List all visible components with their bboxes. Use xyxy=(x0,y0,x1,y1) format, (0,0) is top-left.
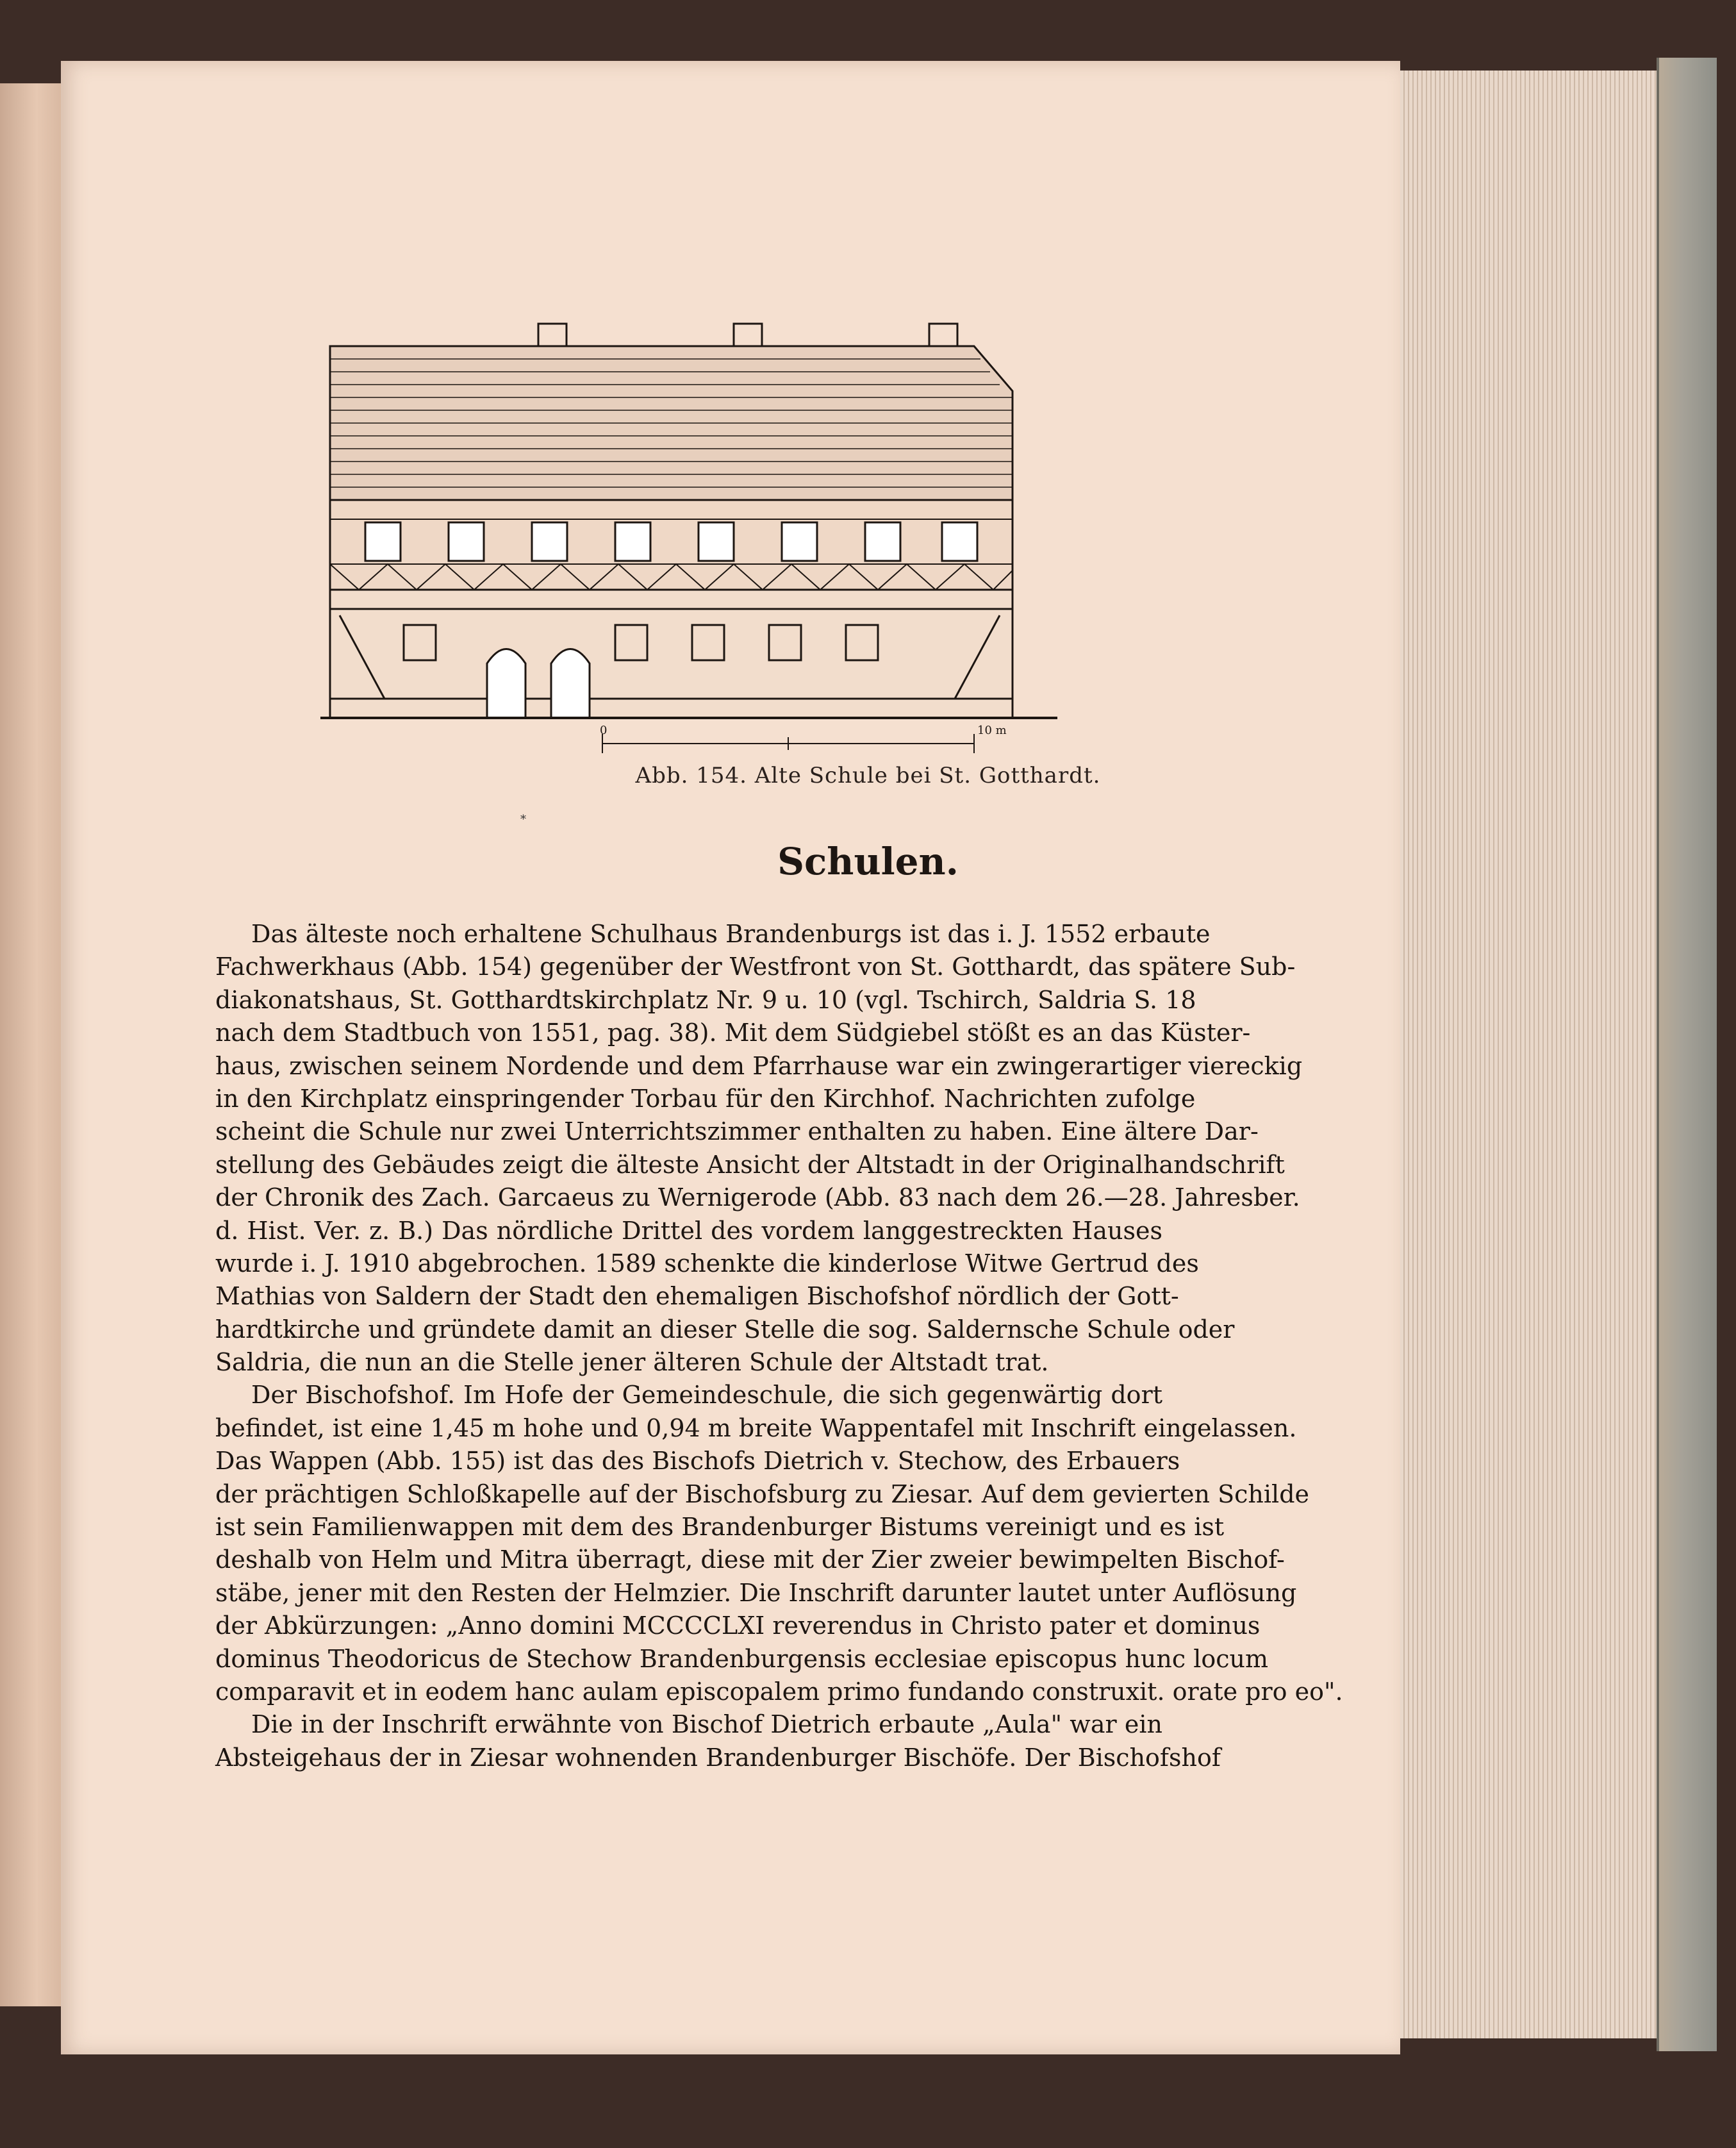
body-line: Die in der Inschrift erwähnte von Bischof Dietrich erbaute „Aula" war ein xyxy=(251,1710,1162,1739)
body-line: haus, zwischen seinem Nordende und dem Pfarrhause war ein zwingerartiger viereckig xyxy=(215,1051,1303,1080)
body-line: hardtkirche und gründete damit an dieser Stelle die sog. Saldernsche Schule oder xyxy=(215,1315,1235,1344)
body-line: nach dem Stadtbuch von 1551, pag. 38). Mit dem Südgiebel stößt es an das Küster- xyxy=(215,1019,1251,1047)
body-line: der Chronik des Zach. Garcaeus zu Wernigerode (Abb. 83 nach dem 26.—28. Jahresber. xyxy=(215,1183,1300,1212)
stray-mark: * xyxy=(520,813,526,826)
body-line: scheint die Schule nur zwei Unterrichtszimmer enthalten zu haben. Eine ältere Dar- xyxy=(215,1117,1259,1146)
body-line: der Abkürzungen: „Anno domini MCCCCLXI reverendus in Christo pater et dominus xyxy=(215,1611,1261,1640)
body-line: stellung des Gebäudes zeigt die älteste Ansicht der Altstadt in der Originalhandschrift xyxy=(215,1150,1285,1179)
body-line: diakonatshaus, St. Gotthardtskirchplatz Nr. 9 u. 10 (vgl. Tschirch, Saldria S. 18 xyxy=(215,985,1196,1014)
page-stack-edge xyxy=(1400,71,1657,2038)
body-line: Das Wappen (Abb. 155) ist das des Bischofs Dietrich v. Stechow, des Erbauers xyxy=(215,1447,1180,1476)
body-line: Mathias von Saldern der Stadt den ehemaligen Bischofshof nördlich der Gott- xyxy=(215,1282,1179,1311)
scale-start-label: 0 xyxy=(600,724,608,737)
body-line: der prächtigen Schloßkapelle auf der Bischofsburg zu Ziesar. Auf dem gevierten Schilde xyxy=(215,1479,1310,1508)
body-line: deshalb von Helm und Mitra überragt, diese mit der Zier zweier bewimpelten Bischof- xyxy=(215,1545,1285,1574)
body-line: Fachwerkhaus (Abb. 154) gegenüber der Westfront von St. Gotthardt, das spätere Sub- xyxy=(215,953,1296,981)
left-page-edge xyxy=(0,83,65,2006)
body-line: Absteigehaus der in Ziesar wohnenden Brandenburger Bischöfe. Der Bischofshof xyxy=(215,1743,1221,1772)
section-heading: Schulen. xyxy=(777,840,959,883)
body-text xyxy=(215,918,1343,1774)
body-line: Saldria, die nun an die Stelle jener älteren Schule der Altstadt trat. xyxy=(215,1348,1049,1377)
body-line: comparavit et in eodem hanc aulam episcopalem primo fundando construxit. orate pro eo". xyxy=(215,1677,1343,1706)
body-line: dominus Theodoricus de Stechow Brandenburgensis ecclesiae episcopus hunc locum xyxy=(215,1644,1269,1673)
figure-caption: Abb. 154. Alte Schule bei St. Gotthardt. xyxy=(635,763,1101,788)
figure-schoolhouse-illustration xyxy=(320,314,1057,801)
body-line: wurde i. J. 1910 abgebrochen. 1589 schenkte die kinderlose Witwe Gertrud des xyxy=(215,1249,1199,1278)
book-cover-edge xyxy=(1657,58,1717,2051)
body-line: befindet, ist eine 1,45 m hohe und 0,94 m breite Wappentafel mit Inschrift eingelassen. xyxy=(215,1413,1297,1442)
body-line: ist sein Familienwappen mit dem des Brandenburger Bistums vereinigt und es ist xyxy=(215,1513,1225,1542)
body-line: Der Bischofshof. Im Hofe der Gemeindeschule, die sich gegenwärtig dort xyxy=(251,1381,1162,1410)
body-line: Das älteste noch erhaltene Schulhaus Brandenburgs ist das i. J. 1552 erbaute xyxy=(251,920,1211,948)
body-line: in den Kirchplatz einspringender Torbau für den Kirchhof. Nachrichten zufolge xyxy=(215,1084,1196,1113)
body-line: d. Hist. Ver. z. B.) Das nördliche Drittel des vordem langgestreckten Hauses xyxy=(215,1216,1162,1245)
body-line: stäbe, jener mit den Resten der Helmzier. Die Inschrift darunter lautet unter Auflösung xyxy=(215,1578,1297,1607)
scale-end-label: 10 m xyxy=(977,724,1007,737)
